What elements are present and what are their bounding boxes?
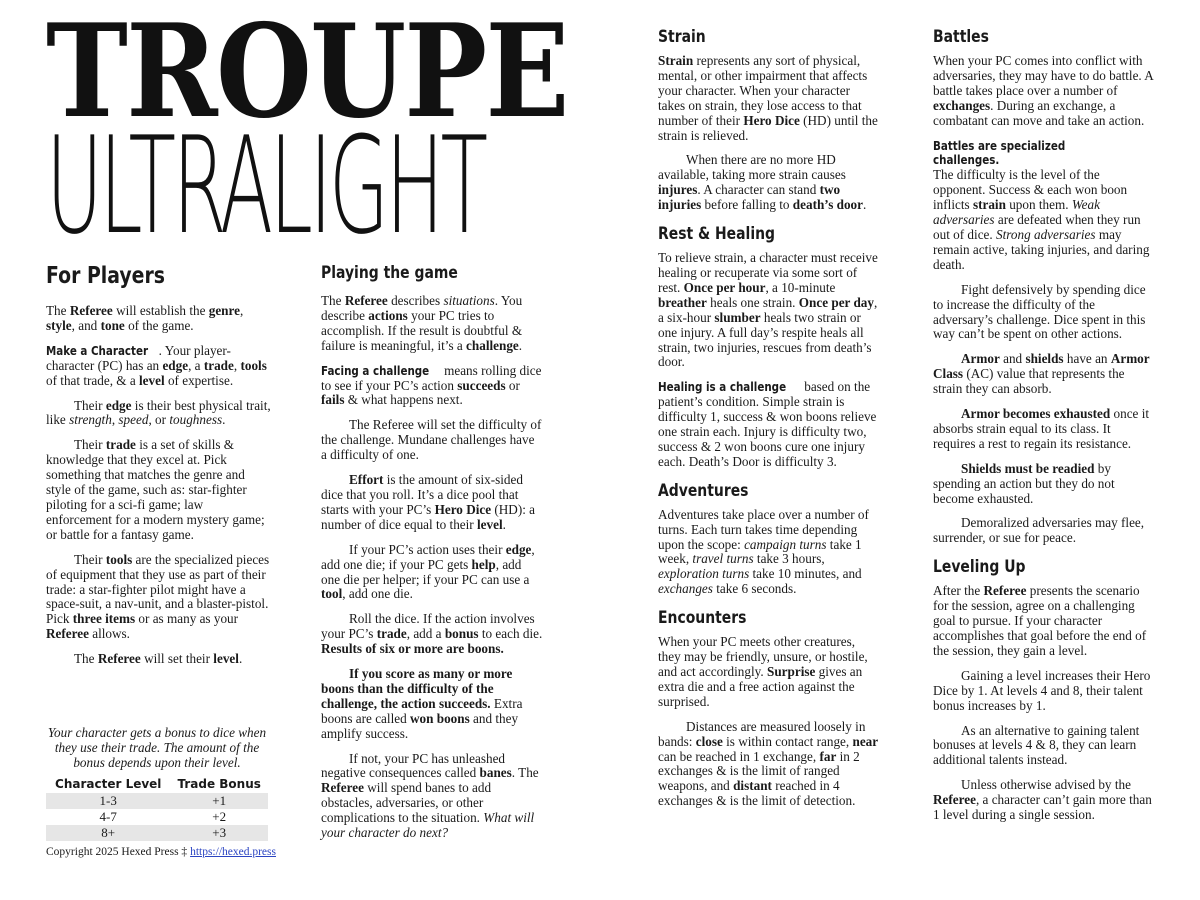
playing-heading: Playing the game (321, 263, 458, 283)
adventures-heading: Adventures (658, 480, 749, 501)
battles-challenge-paragraph: Battles are specialized challenges. The difficulty is the level of the opponent. Success & each won boon inflicts strain upon them. Weak adversaries are defeated when they run out of dice. Strong adversaries may remain active, taking injuries, and daring death. (933, 138, 1150, 272)
rules-column-3 (658, 26, 880, 819)
rest-paragraph: To relieve strain, a character must receive healing or recuperate via some sort of rest. Once per hour, a 10-minute breather heals one strain. Once per day, a six-hour slumber heals two strain or one injury. A full day’s respite heals all strain, two injuries, rescues from death’s door. (658, 250, 878, 370)
adventures-paragraph: Adventures take place over a number of turns. Each turn takes time depending upon the scope: campaign turns take 1 week, travel turns take 3 hours, exploration turns take 10 minutes, and exchanges take 6 seconds. (658, 506, 869, 597)
table-header-row (46, 777, 268, 793)
table-cell: 1-3 (46, 793, 170, 809)
trade-bonus-block (46, 726, 268, 841)
leveling-heading: Leveling Up (933, 557, 1026, 578)
copyright-notice (46, 846, 276, 858)
healing-paragraph: Healing is a challenge based on the patient’s condition. Simple strain is difficulty 1, success & won boons relieve one strain each. Injury is difficulty two, success & 2 won boons cure one injury each. Death’s Door is difficulty 3. (658, 379, 877, 469)
table-cell: +2 (212, 808, 227, 824)
table-row (46, 793, 268, 809)
demoralized-paragraph: Demoralized adversaries may flee, surrender, or sue for peace. (933, 515, 1145, 546)
difficulty-paragraph: The Referee will set the difficulty of the challenge. Mundane challenges have a difficulty of one. (321, 417, 542, 463)
title-line-2: ULTRALIGHT (46, 108, 485, 264)
effort-paragraph: Effort is the amount of six-sided dice that you roll. It’s a dice pool that starts with your PC’s Hero Dice (HD): a number of dice equal to their level. (321, 472, 536, 532)
hero-dice-paragraph: Gaining a level increases their Hero Dice by 1. At levels 4 and 8, their talent bonus increases by 1. (933, 667, 1151, 713)
shields-paragraph: Shields must be readied by spending an action but they do not become exhausted. (933, 460, 1115, 506)
playing-paragraph: The Referee describes situations. You describe actions your PC tries to accomplish. If the result is doubtful & failure is meaningful, it’s a challenge. (321, 293, 523, 353)
battles-challenge-lead: Battles are specialized challenges. (933, 138, 1066, 168)
success-paragraph: If you score as many or more boons than the difficulty of the challenge, the action succeeds. Extra boons are called won boons and they amplify success. (321, 666, 523, 741)
defense-paragraph: Fight defensively by spending dice to increase the difficulty of the adversary’s challenge. Dice spent in this way can’t be spent on other actions. (933, 281, 1146, 342)
table-cell: 4-7 (99, 808, 117, 824)
publisher-link[interactable]: https://hexed.press (190, 846, 276, 858)
edge-paragraph: Their edge is their best physical trait, like strength, speed, or toughness. (46, 397, 271, 428)
trade-paragraph: Their trade is a set of skills & knowledge that they excel at. Pick something that matches the genre and style of the game, such as: star-fighter piloting for a sci-fi game; law enforcement for a modern mystery game; or battle for a fantasy game. (46, 437, 265, 542)
table-cell: 8+ (46, 825, 170, 841)
facing-challenge-lead: Facing a challenge (321, 363, 430, 378)
encounters-paragraph: When your PC meets other creatures, they may be friendly, unsure, or hostile, and act accordingly. Surprise gives an extra die and a free action against the surprised. (658, 634, 868, 709)
make-character-lead: Make a Character (46, 343, 149, 358)
injury-paragraph: When there are no more HD available, taking more strain causes injures. A character can stand two injuries before falling to death’s door. (658, 152, 867, 213)
table-cell: +1 (170, 793, 268, 809)
rest-heading: Rest & Healing (658, 224, 776, 245)
tools-paragraph: Their tools are the specialized pieces of equipment that they use as part of their trade: a star-fighter pilot might have a space-suit, a nav-unit, and a blaster-pistol. Pick three items or as many as your Referee allows. (46, 551, 270, 642)
level-paragraph: The Referee will set their level. (74, 651, 243, 667)
playing-column (321, 262, 543, 851)
table-row (46, 825, 268, 841)
strain-paragraph: Strain represents any sort of physical, mental, or other impairment that affects your character. When your character takes on strain, they lose access to that number of their Hero Dice (HD) until the strain is relieved. (658, 53, 878, 143)
strain-heading: Strain (658, 27, 706, 47)
armor-paragraph: Armor and shields have an Armor Class (AC) value that represents the strain they can absorb. (933, 351, 1150, 397)
leveling-paragraph: After the Referee presents the scenario for the session, agree on a challenging goal to pursue. If your character accomplishes that goal before the end of the session, they gain a level. (933, 583, 1147, 658)
battles-heading: Battles (933, 27, 989, 47)
dice-bonus-paragraph: If your PC’s action uses their edge, add one die; if your PC gets help, add one die per helper; if your PC can use a tool, add one die. (321, 541, 535, 602)
table-row (46, 809, 268, 825)
roll-paragraph: Roll the dice. If the action involves your PC’s trade, add a bonus to each die. Results of six or more are boons. (321, 611, 543, 657)
armor-exhausted-paragraph: Armor becomes exhausted once it absorbs strain equal to its class. It requires a rest to regain its resistance. (933, 406, 1150, 451)
make-character-paragraph: Make a Character . Your player-character (PC) has an edge, a trade, tools of that trade, & a level of expertise. (46, 342, 267, 388)
encounters-heading: Encounters (658, 608, 747, 629)
failure-paragraph: If not, your PC has unleashed negative consequences called banes. The Referee will spend banes to add obstacles, adversaries, or other complications to the situation. What will your character do next? (321, 750, 539, 841)
players-heading: For Players (46, 263, 165, 289)
healing-lead: Healing is a challenge (658, 380, 787, 395)
rules-column-4 (933, 26, 1155, 833)
bonus-note: Your character gets a bonus to dice when they use their trade. The amount of the bonus depends upon their level. (47, 725, 267, 770)
trade-bonus-table (46, 777, 268, 841)
players-paragraph: The Referee will establish the genre, style, and tone of the game. (46, 303, 244, 333)
distances-paragraph: Distances are measured loosely in bands: close is within contact range, near can be reached in 1 exchange, far in 2 exchanges & is the limit of ranged weapons, and distant reached in 4 exchanges & is the limit of detection. (658, 718, 879, 809)
level-limit-paragraph: Unless otherwise advised by the Referee, a character can’t gain more than 1 level during a single session. (933, 777, 1152, 823)
title-line-1: TROUPE (46, 0, 568, 147)
column-header-level: Character Level (55, 776, 162, 791)
table-cell: +3 (170, 825, 268, 841)
talents-paragraph: As an alternative to gaining talent bonuses at levels 4 & 8, they can learn additional talents instead. (933, 722, 1140, 768)
game-title (46, 0, 568, 264)
battles-paragraph: When your PC comes into conflict with adversaries, they may have to do battle. A battle takes place over a number of exchanges. During an exchange, a combatant can move and take an action. (933, 53, 1154, 128)
copyright-text: Copyright 2025 Hexed Press ‡ (46, 846, 191, 858)
players-column (46, 262, 271, 677)
column-header-bonus: Trade Bonus (177, 776, 261, 791)
facing-challenge-paragraph: Facing a challenge means rolling dice to see if your PC’s action succeeds or fails & what happens next. (321, 362, 542, 408)
